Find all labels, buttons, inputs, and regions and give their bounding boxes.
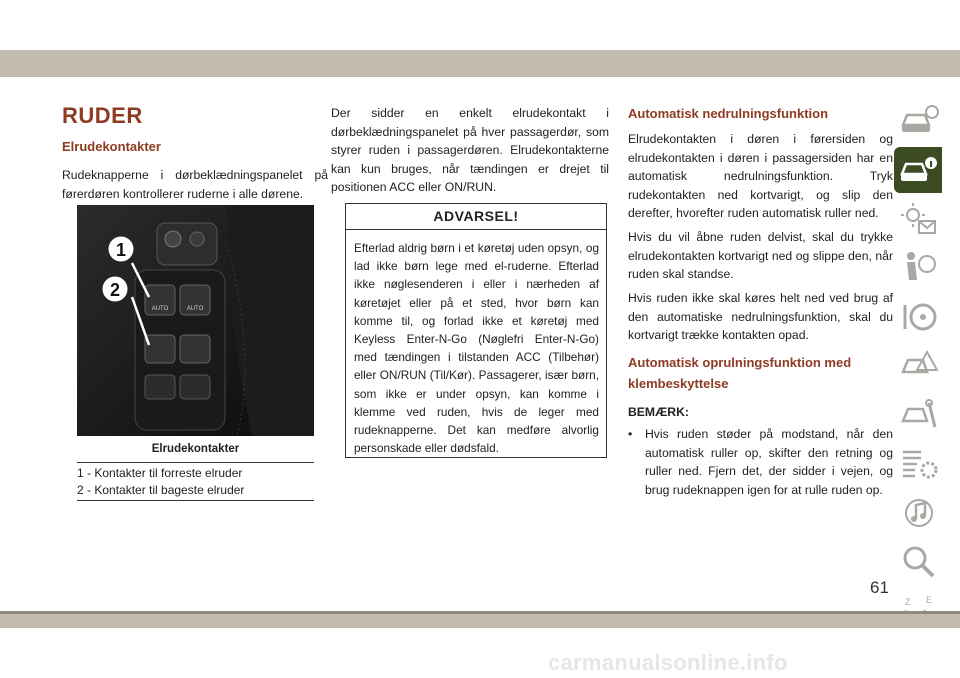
warning-body: Efterlad aldrig børn i et køretøj uden opsyn, og lad ikke børn lege med el-ruderne. Efterlad ikke nøglesenderen i eller i nærheden af køretøjet eller på et sted, hvor børn kan komme til, og forlad ikke et køretøj med Keyless Enter-N-Go (Nøglefri Enter-N-Go) med tændingen i tilstanden ACC (Tilbehør) eller ON/RUN (Til/Kør). Passagerer, især børn, som ikke er under opsyn, kan komme i klemme ved ruden, hvis de leger med rudeknapperne. Det kan medføre alvorlig personskade eller dødsfald.: [354, 241, 599, 456]
top-band: [0, 50, 960, 77]
tab-safety[interactable]: [896, 245, 942, 291]
warning-title: ADVARSEL!: [346, 204, 606, 230]
paragraph: Elrudekontakten i døren i førersiden og elrudekontakten i døren i passagersiden har en automatisk nedrulningsfunktion. Tryk rudekontakten ned kortvarigt, og slip den derefter, hvorefter ruden automatisk ruller ned.: [628, 132, 893, 220]
tab-specifications[interactable]: [896, 441, 942, 487]
tab-getting-to-know[interactable]: [894, 147, 942, 193]
steering-wheel-icon: [899, 299, 939, 335]
caption-divider: [77, 500, 314, 501]
index-letter: Z: [905, 597, 911, 607]
tab-warning-lights[interactable]: [896, 196, 942, 242]
auto-label: AUTO: [151, 306, 169, 312]
specifications-gear-icon: [899, 446, 939, 482]
page-number: 61: [870, 578, 889, 597]
index-letter: E: [926, 595, 933, 605]
bottom-band: [0, 611, 960, 628]
car-emergency-icon: [899, 348, 939, 384]
car-info-icon: [899, 103, 939, 139]
tab-emergency[interactable]: [896, 343, 942, 389]
callout-number: 1: [115, 240, 127, 260]
section-title: Automatisk nedrulningsfunktion: [628, 106, 829, 121]
warning-lights-icon: [899, 201, 939, 237]
page-heading: RUDER: [62, 103, 143, 128]
warning-box: [345, 203, 607, 458]
door-panel-illustration: [77, 205, 314, 436]
legend-item: 1 - Kontakter til forreste elruder: [77, 466, 243, 480]
legend-item: 2 - Kontakter til bageste elruder: [77, 483, 245, 497]
watermark: carmanualsonline.info: [548, 650, 788, 675]
figure-caption: Elrudekontakter: [151, 443, 240, 455]
car-driver-info-icon: [898, 152, 938, 188]
paragraph: Hvis ruden ikke skal køres helt ned ved brug af den automatiske nedrulningsfunktion, skal du kortvarigt trække kontakten opad.: [628, 291, 893, 342]
chapter-tabs: [896, 98, 942, 637]
section-title: Automatisk oprulningsfunktion med klembeskyttelse: [628, 355, 852, 391]
tab-servicing[interactable]: [896, 392, 942, 438]
bullet-dot: •: [628, 427, 633, 441]
callout-number: 2: [109, 280, 121, 300]
multimedia-note-icon: [899, 495, 939, 531]
search-magnifier-icon: [899, 544, 939, 580]
tab-search[interactable]: [896, 539, 942, 585]
tab-starting-operating[interactable]: [896, 294, 942, 340]
paragraph: Hvis du vil åbne ruden delvist, skal du trykke elrudekontakten kortvarigt ned og slippe den, når ruden skal standse.: [628, 230, 893, 281]
tab-multimedia[interactable]: [896, 490, 942, 536]
bullet-text: Hvis ruden støder på modstand, når den automatisk ruller op, skifter den retning og ruller ned. Fjern det, der sidder i vejen, og brug rudeknappen igen for at rulle ruden op.: [645, 427, 893, 497]
tab-vehicle-info[interactable]: [896, 98, 942, 144]
passenger-switch-paragraph: Der sidder en enkelt elrudekontakt i dørbeklædningspanelet på hver passagerdør, som styrer ruden i passagerdøren. Elrudekontakterne kan kun bruges, når tændingen er drejet til positionen ACC eller ON/RUN.: [331, 106, 609, 194]
caption-divider: [77, 462, 314, 463]
window-switch-photo: [77, 205, 314, 436]
note-label: BEMÆRK:: [628, 405, 689, 419]
car-service-wrench-icon: [899, 397, 939, 433]
bullet-item: [628, 425, 893, 499]
section-title: Elrudekontakter: [62, 139, 161, 154]
airbag-safety-icon: [899, 250, 939, 286]
section-body: Rudeknapperne i dørbeklædningspanelet på førerdøren kontrollerer ruderne i alle dørene.: [62, 168, 328, 201]
auto-label: AUTO: [186, 306, 204, 312]
